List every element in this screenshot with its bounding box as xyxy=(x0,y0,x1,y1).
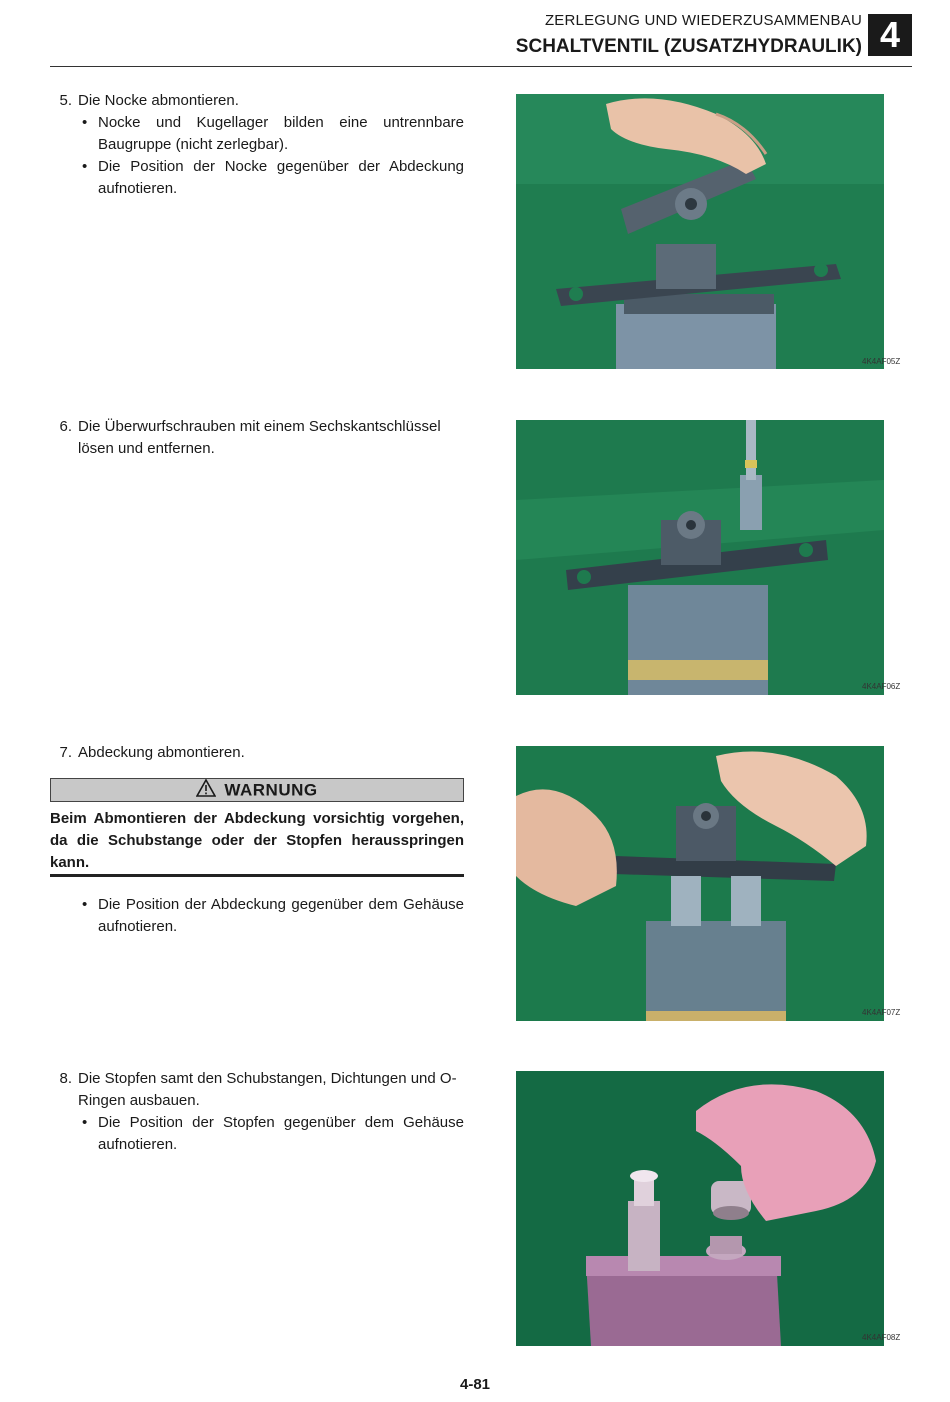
step-8 xyxy=(50,1068,464,1156)
step-6 xyxy=(50,416,464,460)
step-note: • Nocke und Kugellager bilden eine untrennbare Baugruppe (nicht zerlegbar). xyxy=(82,112,464,156)
warning-text: Beim Abmontieren der Abdeckung vorsichtig vorgehen, da die Schubstange oder der Stopfen herausspringen kann. xyxy=(50,810,464,871)
step-7 xyxy=(50,742,464,764)
step-notes xyxy=(50,1112,464,1156)
image-code: 4K4AF05Z xyxy=(862,357,901,366)
header-divider xyxy=(50,66,912,67)
warning-triangle-icon xyxy=(196,779,216,803)
photo-cam-removal xyxy=(516,94,884,369)
step-note: • Die Position der Abdeckung gegenüber dem Gehäuse aufnotieren. xyxy=(82,894,464,938)
step-text: Die Stopfen samt den Schubstangen, Dichtungen und O-Ringen ausbauen. xyxy=(78,1070,457,1109)
step-text: Abdeckung abmontieren. xyxy=(78,744,245,761)
photo-screw-removal xyxy=(516,420,884,695)
page-title: SCHALTVENTIL (ZUSATZHYDRAULIK) xyxy=(515,36,862,57)
image-code: 4K4AF08Z xyxy=(862,1333,901,1342)
image-code: 4K4AF07Z xyxy=(862,1008,901,1017)
section-heading: ZERLEGUNG UND WIEDERZUSAMMENBAU xyxy=(544,12,862,29)
photo-cover-removal xyxy=(516,746,884,1021)
warning-label: WARNUNG xyxy=(224,780,318,800)
chapter-badge: 4 xyxy=(868,14,912,56)
step-notes xyxy=(50,112,464,200)
step-text: Die Überwurfschrauben mit einem Sechskantschlüssel lösen und entfernen. xyxy=(78,418,441,457)
step-note: • Die Position der Stopfen gegenüber dem Gehäuse aufnotieren. xyxy=(82,1112,464,1156)
step-number: 5. xyxy=(59,92,72,109)
step-notes xyxy=(50,894,464,938)
warning-divider xyxy=(50,874,464,877)
step-number: 7. xyxy=(59,744,72,761)
image-code: 4K4AF06Z xyxy=(862,682,901,691)
step-5 xyxy=(50,90,464,200)
step-text: Die Nocke abmontieren. xyxy=(78,92,239,109)
step-7-notes xyxy=(50,894,464,938)
step-number: 6. xyxy=(59,418,72,435)
step-number: 8. xyxy=(59,1070,72,1087)
page-number: 4-81 xyxy=(459,1376,491,1393)
photo-plug-removal xyxy=(516,1071,884,1346)
step-note: • Die Position der Nocke gegenüber der Abdeckung aufnotieren. xyxy=(82,156,464,200)
warning-heading xyxy=(50,778,464,802)
